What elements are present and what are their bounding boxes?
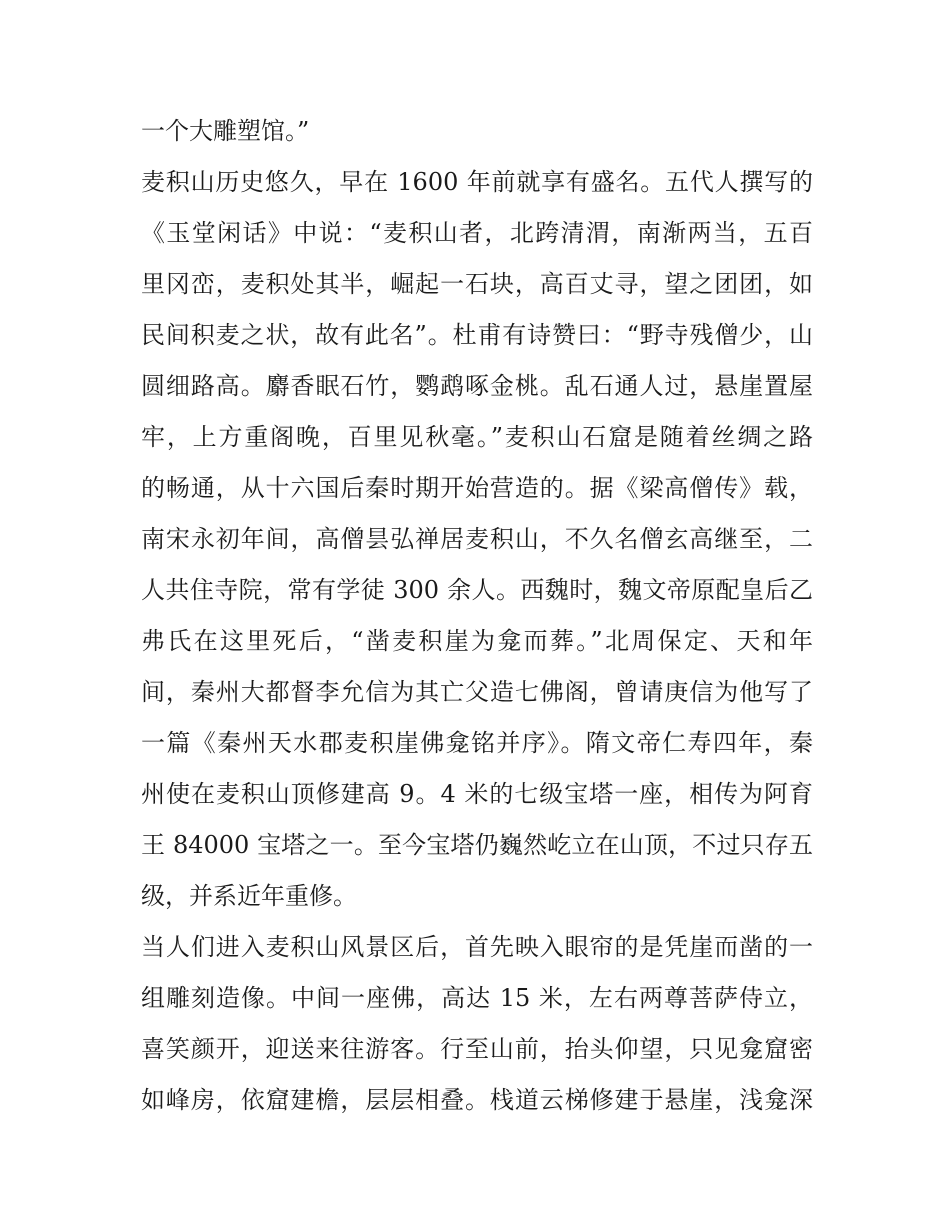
text-line: 人共住寺院，常有学徒 300 余人。西魏时，魏文帝原配皇后乙: [141, 576, 813, 604]
text-line: 级，并系近年重修。: [141, 882, 357, 910]
text-line: 一篇《秦州天水郡麦积崖佛龛铭并序》。隋文帝仁寿四年，秦: [141, 729, 813, 757]
text-line: 牢，上方重阁晚，百里见秋毫。”麦积山石窟是随着丝绸之路: [141, 423, 813, 451]
text-line: 里冈峦，麦积处其半，崛起一石块，高百丈寻，望之团团，如: [141, 270, 813, 298]
text-line: 喜笑颜开，迎送来往游客。行至山前，抬头仰望，只见龛窟密: [141, 1035, 813, 1063]
text-line: 王 84000 宝塔之一。至今宝塔仍巍然屹立在山顶，不过只存五: [141, 831, 813, 859]
text-line: 圆细路高。麝香眠石竹，鹦鹉啄金桃。乱石通人过，悬崖置屋: [141, 372, 813, 400]
text-line: 的畅通，从十六国后秦时期开始营造的。据《梁高僧传》载，: [141, 474, 813, 502]
text-line: 如峰房，依窟建檐，层层相叠。栈道云梯修建于悬崖，浅龛深: [141, 1086, 813, 1114]
text-line: 《玉堂闲话》中说：“麦积山者，北跨清渭，南渐两当，五百: [141, 219, 813, 247]
text-line: 一个大雕塑馆。”: [141, 117, 310, 145]
text-line: 麦积山历史悠久，早在 1600 年前就享有盛名。五代人撰写的: [141, 168, 813, 196]
text-line: 南宋永初年间，高僧昙弘禅居麦积山，不久名僧玄高继至，二: [141, 525, 813, 553]
text-line: 组雕刻造像。中间一座佛，高达 15 米，左右两尊菩萨侍立，: [141, 984, 813, 1012]
text-line: 间，秦州大都督李允信为其亡父造七佛阁，曾请庚信为他写了: [141, 678, 813, 706]
text-line: 民间积麦之状，故有此名”。杜甫有诗赞曰：“野寺残僧少，山: [141, 321, 813, 349]
text-line: 当人们进入麦积山风景区后，首先映入眼帘的是凭崖而凿的一: [141, 933, 813, 961]
text-line: 弗氏在这里死后，“凿麦积崖为龛而葬。”北周保定、天和年: [141, 627, 813, 655]
text-line: 州使在麦积山顶修建高 9。4 米的七级宝塔一座，相传为阿育: [141, 780, 813, 808]
body-text: [141, 106, 813, 1126]
